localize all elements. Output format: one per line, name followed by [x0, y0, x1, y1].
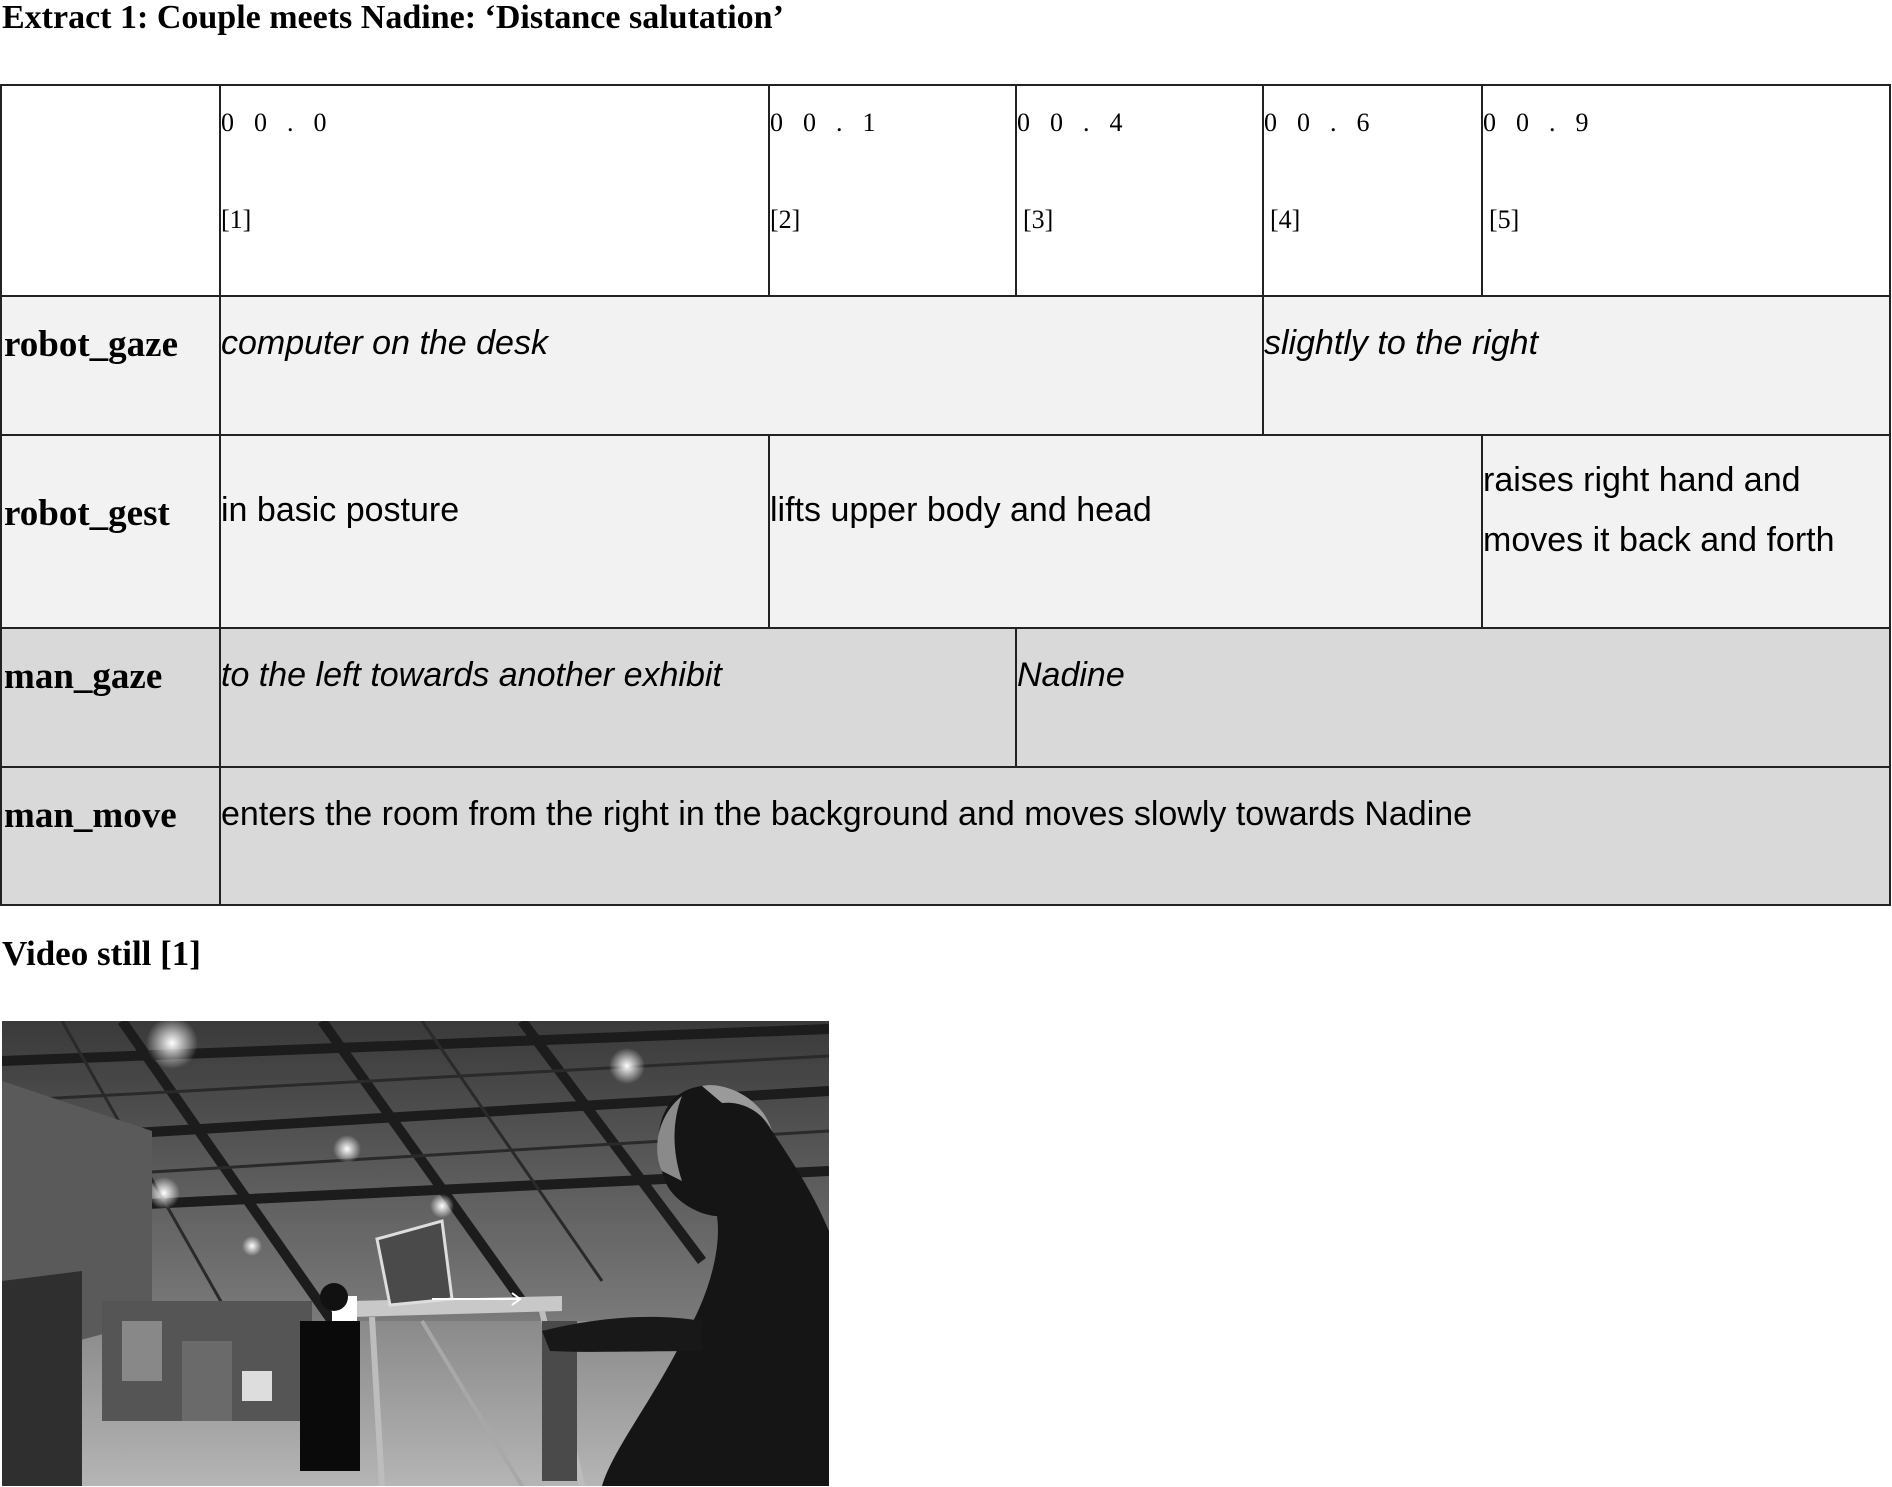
frame-number: [5] [1489, 205, 1520, 234]
tier-label-robot-gest: robot_gest [4, 493, 170, 534]
segment-text: Nadine [1017, 656, 1125, 694]
frame-number: [4] [1270, 205, 1301, 234]
segment-cell [1262, 295, 1891, 436]
tier-label-cell [0, 627, 221, 768]
segment-text: raises right hand and moves it back and forth [1483, 461, 1835, 559]
extract-heading: Extract 1: Couple meets Nadine: ‘Distance salutation’ [2, 0, 784, 36]
timecode: 00.1 [770, 108, 896, 137]
segment-text: enters the room from the right in the background and moves slowly towards Nadine [221, 795, 1473, 833]
segment-cell [1481, 434, 1891, 629]
header-cell-4 [1262, 84, 1483, 297]
header-cell-5 [1481, 84, 1891, 297]
timecode: 00.0 [221, 108, 347, 137]
video-still-image [2, 1021, 829, 1486]
frame-number: [3] [1023, 205, 1054, 234]
tier-label-man-gaze: man_gaze [4, 656, 163, 697]
segment-cell [219, 766, 1891, 906]
timecode: 00.9 [1483, 108, 1609, 137]
segment-cell [1015, 627, 1891, 768]
timecode: 00.4 [1017, 108, 1143, 137]
timecode: 00.6 [1264, 108, 1390, 137]
header-cell-2 [768, 84, 1017, 297]
header-cell-1 [219, 84, 770, 297]
segment-text: slightly to the right [1264, 324, 1539, 362]
segment-text: to the left towards another exhibit [221, 656, 722, 694]
frame-number: [2] [770, 205, 801, 234]
header-corner-cell [0, 84, 221, 297]
video-still-caption: Video still [1] [2, 934, 201, 973]
tier-label-robot-gaze: robot_gaze [4, 324, 178, 365]
segment-cell [768, 434, 1483, 629]
tier-label-man-move: man_move [4, 795, 177, 836]
header-cell-3 [1015, 84, 1264, 297]
segment-cell [219, 434, 770, 629]
segment-text: computer on the desk [221, 324, 548, 362]
tier-label-cell [0, 295, 221, 436]
segment-cell [219, 295, 1264, 436]
segment-text: in basic posture [221, 491, 460, 529]
tier-label-cell [0, 434, 221, 629]
frame-number: [1] [221, 205, 252, 234]
segment-cell [219, 627, 1017, 768]
segment-text: lifts upper body and head [770, 491, 1152, 529]
annotation-table [0, 84, 1891, 906]
tier-label-cell [0, 766, 221, 906]
